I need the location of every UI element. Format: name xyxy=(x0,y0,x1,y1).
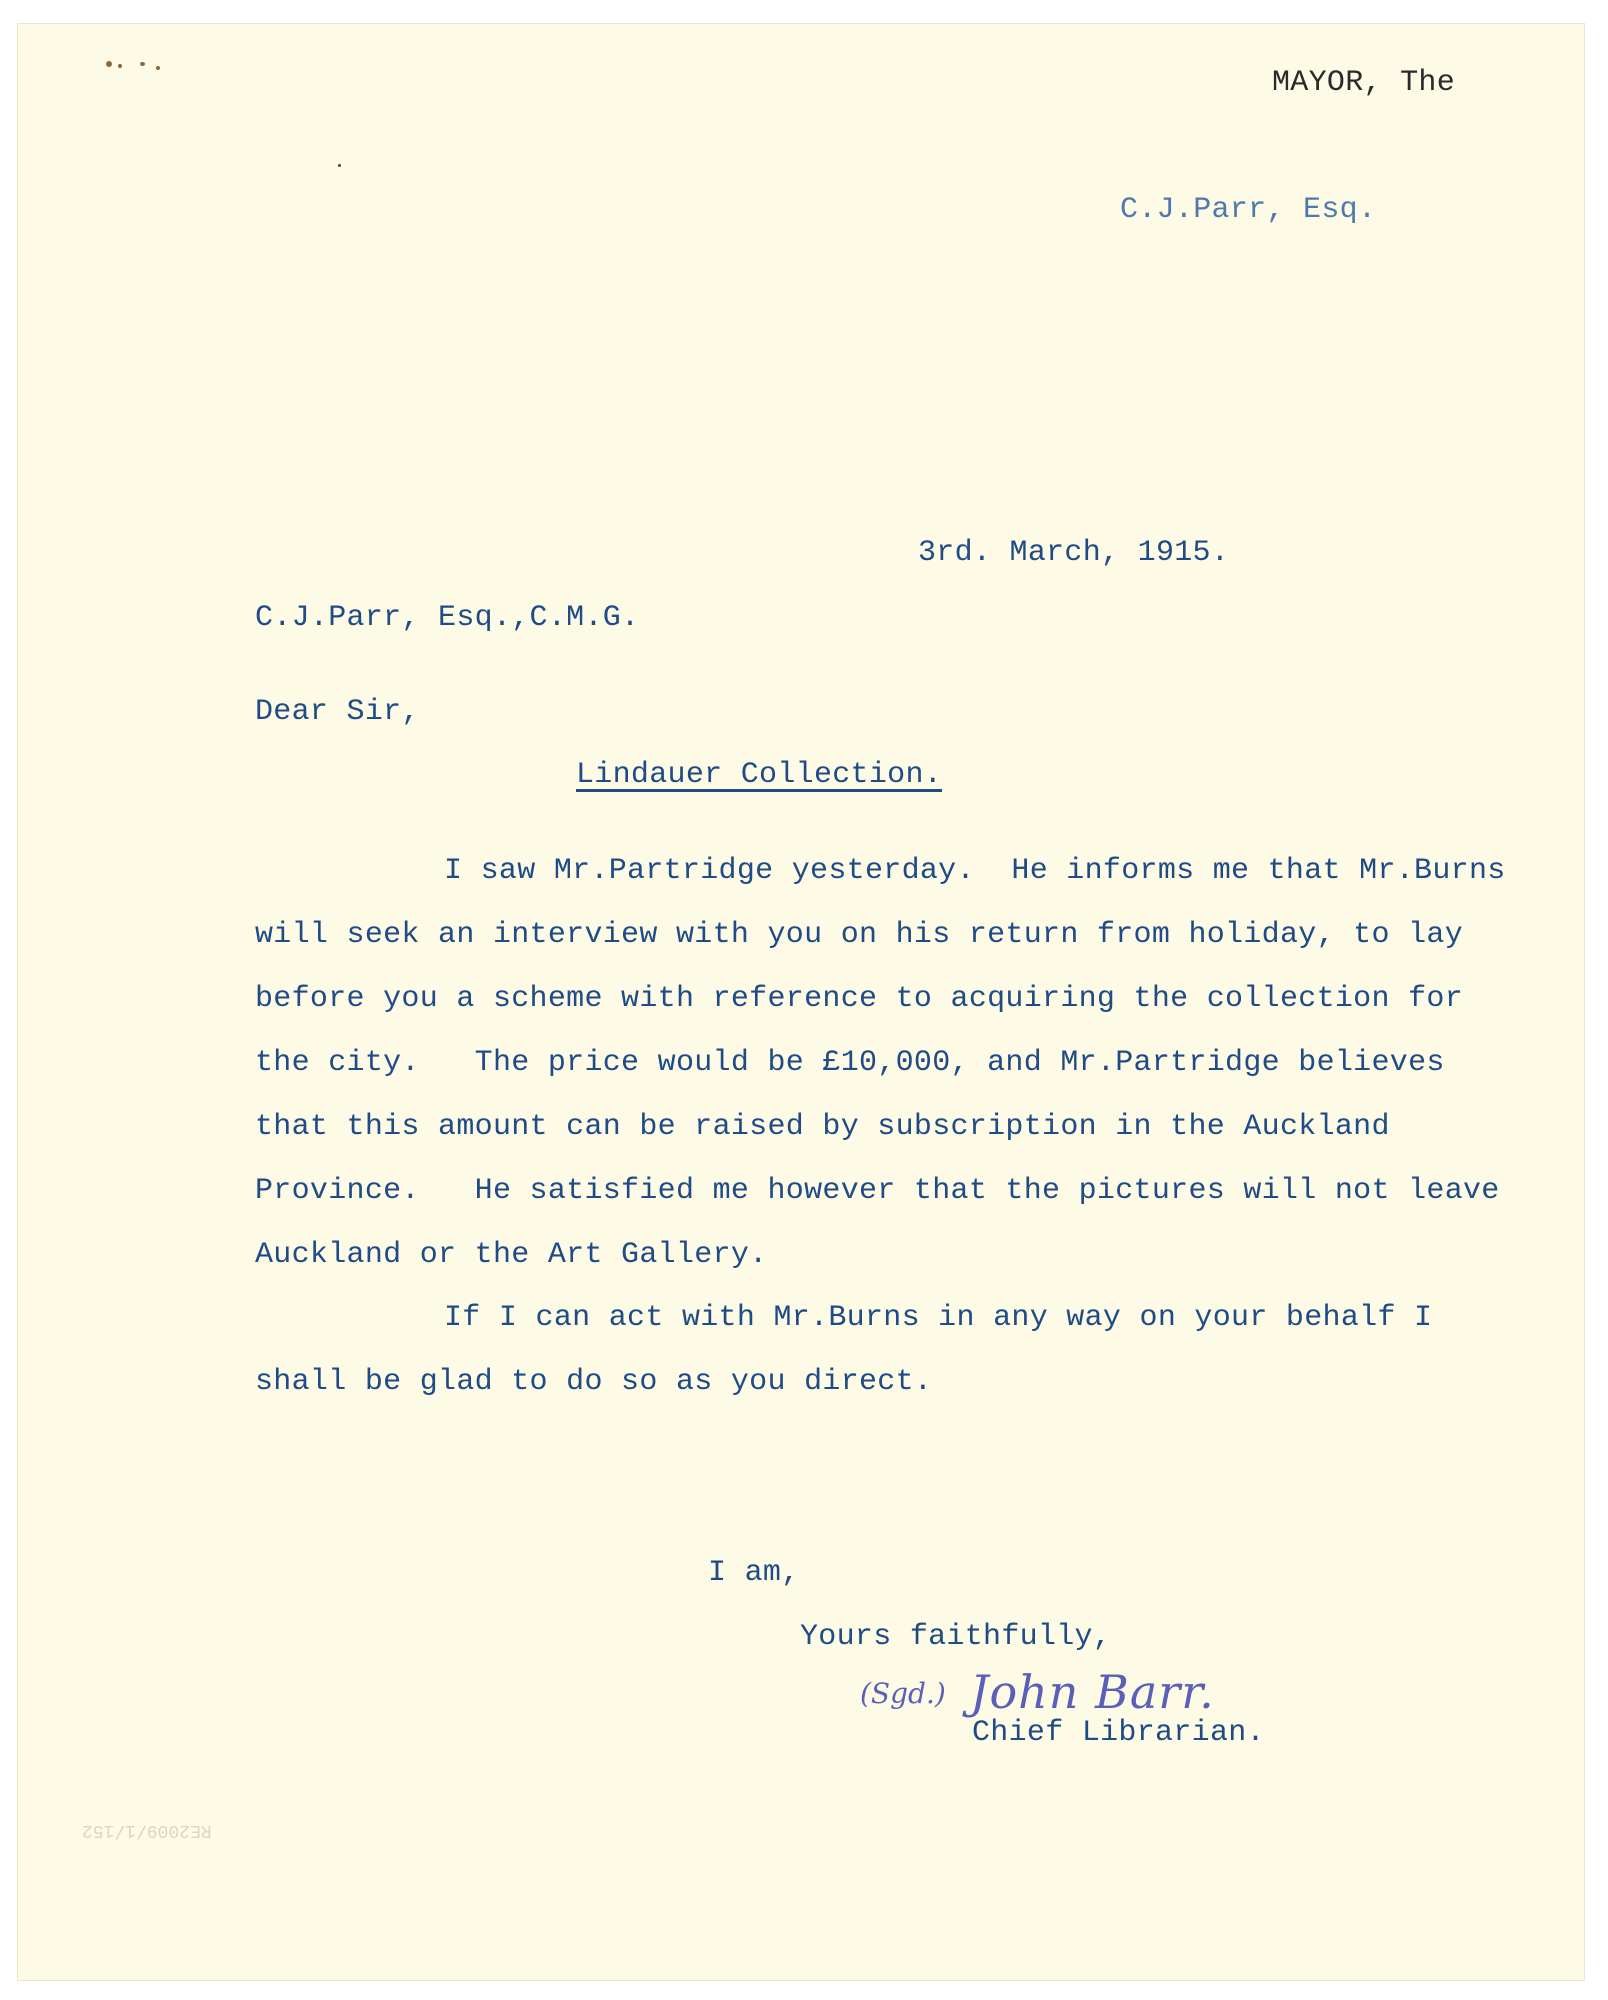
recipient: C.J.Parr, Esq.,C.M.G. xyxy=(255,601,640,635)
paper-speck xyxy=(156,66,160,70)
salutation: Dear Sir, xyxy=(255,695,420,729)
body-line: Auckland or the Art Gallery. xyxy=(255,1238,768,1272)
file-reference: MAYOR, The xyxy=(1272,66,1456,100)
body-line: that this amount can be raised by subscription in the Auckland xyxy=(255,1110,1390,1144)
paper-speck xyxy=(106,61,112,67)
signature-prefix: (Sgd.) xyxy=(860,1677,946,1710)
body-line: the city. The price would be £10,000, and Mr.Partridge believes xyxy=(255,1046,1445,1080)
paper-speck xyxy=(140,62,145,66)
body-line: shall be glad to do so as you direct. xyxy=(255,1365,933,1399)
body-line: If I can act with Mr.Burns in any way on your behalf I xyxy=(444,1301,1433,1335)
body-line: before you a scheme with reference to acquiring the collection for xyxy=(255,982,1463,1016)
signatory-title: Chief Librarian. xyxy=(972,1716,1265,1750)
paper-speck xyxy=(118,64,122,68)
body-line: Province. He satisfied me however that the pictures will not leave xyxy=(255,1174,1500,1208)
body-line: will seek an interview with you on his return from holiday, to lay xyxy=(255,918,1463,952)
paper-speck xyxy=(338,164,341,167)
archive-stamp: RE2009/1/152 xyxy=(82,1820,212,1840)
closing: I am, xyxy=(708,1556,800,1590)
body-line: I saw Mr.Partridge yesterday. He informs me that Mr.Burns xyxy=(444,854,1506,888)
signature: John Barr. xyxy=(970,1665,1215,1719)
subject-line: Lindauer Collection. xyxy=(576,758,943,792)
name-reference: C.J.Parr, Esq. xyxy=(1120,193,1377,227)
valediction: Yours faithfully, xyxy=(800,1620,1112,1654)
letter-date: 3rd. March, 1915. xyxy=(918,536,1230,570)
